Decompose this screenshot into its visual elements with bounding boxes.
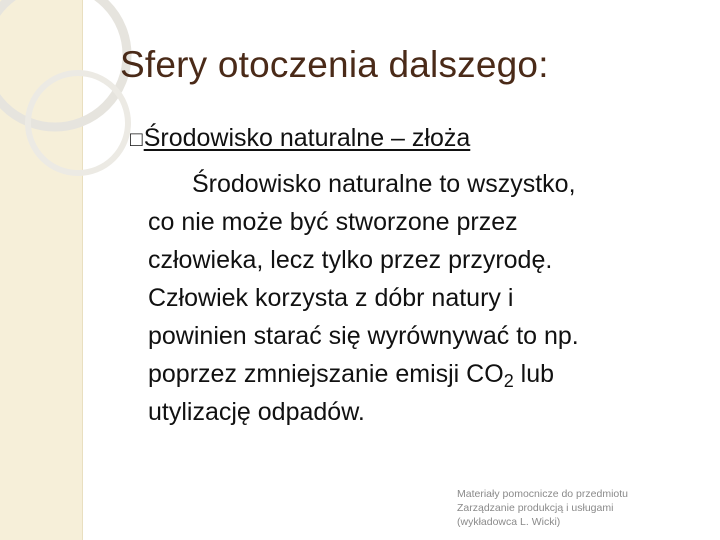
footer-line-3: (wykładowca L. Wicki) (457, 516, 561, 528)
body-line-3: człowieka, lecz tylko przez przyrodę. (148, 246, 553, 274)
body-line-6 (148, 355, 708, 393)
body-line-6-text: poprzez zmniejszanie emisji CO (148, 360, 504, 388)
body-line-4: Człowiek korzysta z dóbr natury i (148, 284, 514, 312)
footer-note (457, 487, 628, 529)
footer-line-1: Materiały pomocnicze do przedmiotu (457, 488, 628, 500)
slide-title: Sfery otoczenia dalszego: (120, 44, 549, 85)
body-line-2: co nie może być stworzone przez (148, 208, 518, 236)
bullet-heading-line (130, 124, 470, 153)
footer-line-2: Zarządzanie produkcją i usługami (457, 502, 614, 514)
co2-subscript: 2 (503, 371, 514, 391)
body-line-1: Środowisko naturalne to wszystko, (192, 170, 576, 198)
bullet-square-icon: □ (130, 128, 143, 151)
body-paragraph (148, 165, 708, 431)
body-line-5: powinien starać się wyrównywać to np. (148, 322, 579, 350)
bullet-heading-text: Środowisko naturalne – złoża (143, 124, 471, 152)
body-line-6-end: lub (513, 360, 555, 388)
decorative-side-band (0, 0, 83, 540)
body-line-7: utylizację odpadów. (148, 398, 365, 426)
